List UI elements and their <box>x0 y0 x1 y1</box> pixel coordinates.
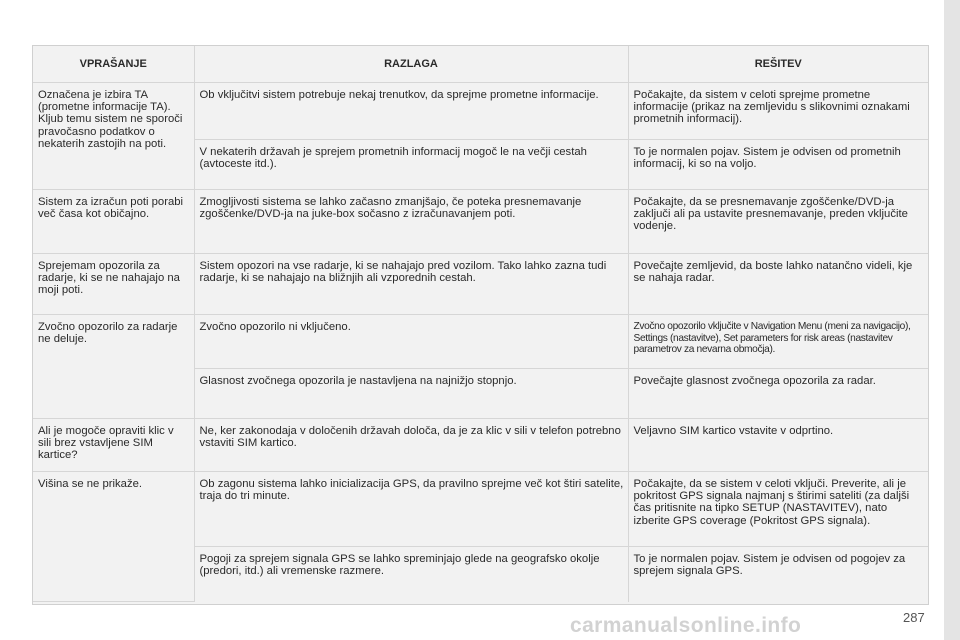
watermark: carmanualsonline.info <box>570 614 802 637</box>
solution-cell: Veljavno SIM kartico vstavite v odprtino. <box>628 419 928 472</box>
solution-cell: Zvočno opozorilo vključite v Navigation Menu (meni za navigacijo), Settings (nastavitve), Set parameters for risk areas (nastavitev parametrov za nevarna območja). <box>628 315 928 369</box>
header-explanation: RAZLAGA <box>194 46 628 83</box>
question-cell: Označena je izbira TA (prometne informacije TA). Kljub temu sistem ne sporoči pravočasno podatkov o nekaterih zastojih na poti. <box>33 83 194 190</box>
table-row <box>33 83 928 140</box>
troubleshooting-table <box>33 46 928 602</box>
table-body <box>33 83 928 602</box>
solution-cell: Počakajte, da se presnemavanje zgoščenke/DVD-ja zaključi ali pa ustavite presnemavanje, preden vključite vodenje. <box>628 190 928 254</box>
explanation-cell: Pogoji za sprejem signala GPS se lahko spreminjajo glede na geografsko okolje (predori, itd.) ali vremenske razmere. <box>194 547 628 602</box>
table-row <box>33 419 928 472</box>
explanation-cell: Ob vključitvi sistem potrebuje nekaj trenutkov, da sprejme prometne informacije. <box>194 83 628 140</box>
header-solution: REŠITEV <box>628 46 928 83</box>
question-cell: Zvočno opozorilo za radarje ne deluje. <box>33 315 194 419</box>
solution-cell: Povečajte glasnost zvočnega opozorila za radar. <box>628 369 928 419</box>
explanation-cell: Zmogljivosti sistema se lahko začasno zmanjšajo, če poteka presnemavanje zgoščenke/DVD-ja na juke-box sočasno z izračunavanjem poti. <box>194 190 628 254</box>
solution-cell: To je normalen pojav. Sistem je odvisen od prometnih informacij, ki so na voljo. <box>628 140 928 190</box>
explanation-cell: Zvočno opozorilo ni vključeno. <box>194 315 628 369</box>
page-side-rail <box>944 0 960 640</box>
question-cell: Sprejemam opozorila za radarje, ki se ne nahajajo na moji poti. <box>33 254 194 315</box>
table-row <box>33 315 928 369</box>
page-number: 287 <box>903 610 925 625</box>
table-header-row <box>33 46 928 83</box>
explanation-cell: Glasnost zvočnega opozorila je nastavljena na najnižjo stopnjo. <box>194 369 628 419</box>
question-cell: Ali je mogoče opraviti klic v sili brez vstavljene SIM kartice? <box>33 419 194 472</box>
question-cell: Sistem za izračun poti porabi več časa kot običajno. <box>33 190 194 254</box>
explanation-cell: V nekaterih državah je sprejem prometnih informacij mogoč le na večji cestah (avtoceste itd.). <box>194 140 628 190</box>
explanation-cell: Ne, ker zakonodaja v določenih državah določa, da je za klic v sili v telefon potrebno vstaviti SIM kartico. <box>194 419 628 472</box>
explanation-cell: Sistem opozori na vse radarje, ki se nahajajo pred vozilom. Tako lahko zazna tudi radarje, ki se nahajajo na bližnjih ali vzporednih cestah. <box>194 254 628 315</box>
header-question: VPRAŠANJE <box>33 46 194 83</box>
table-row <box>33 254 928 315</box>
explanation-cell: Ob zagonu sistema lahko inicializacija GPS, da pravilno sprejme več kot štiri satelite, traja do tri minute. <box>194 472 628 547</box>
question-cell: Višina se ne prikaže. <box>33 472 194 602</box>
solution-cell: Povečajte zemljevid, da boste lahko natančno videli, kje se nahaja radar. <box>628 254 928 315</box>
table-row <box>33 472 928 547</box>
solution-cell: To je normalen pojav. Sistem je odvisen od pogojev za sprejem signala GPS. <box>628 547 928 602</box>
solution-cell: Počakajte, da se sistem v celoti vključi. Preverite, ali je pokritost GPS signala najmanj s štirimi sateliti (za daljši čas pritisnite na tipko SETUP (NASTAVITEV), nato izberite GPS coverage (Pokritost GPS signala). <box>628 472 928 547</box>
solution-cell: Počakajte, da sistem v celoti sprejme prometne informacije (prikaz na zemljevidu s slikovnimi oznakami prometnih informacij). <box>628 83 928 140</box>
table-row <box>33 190 928 254</box>
